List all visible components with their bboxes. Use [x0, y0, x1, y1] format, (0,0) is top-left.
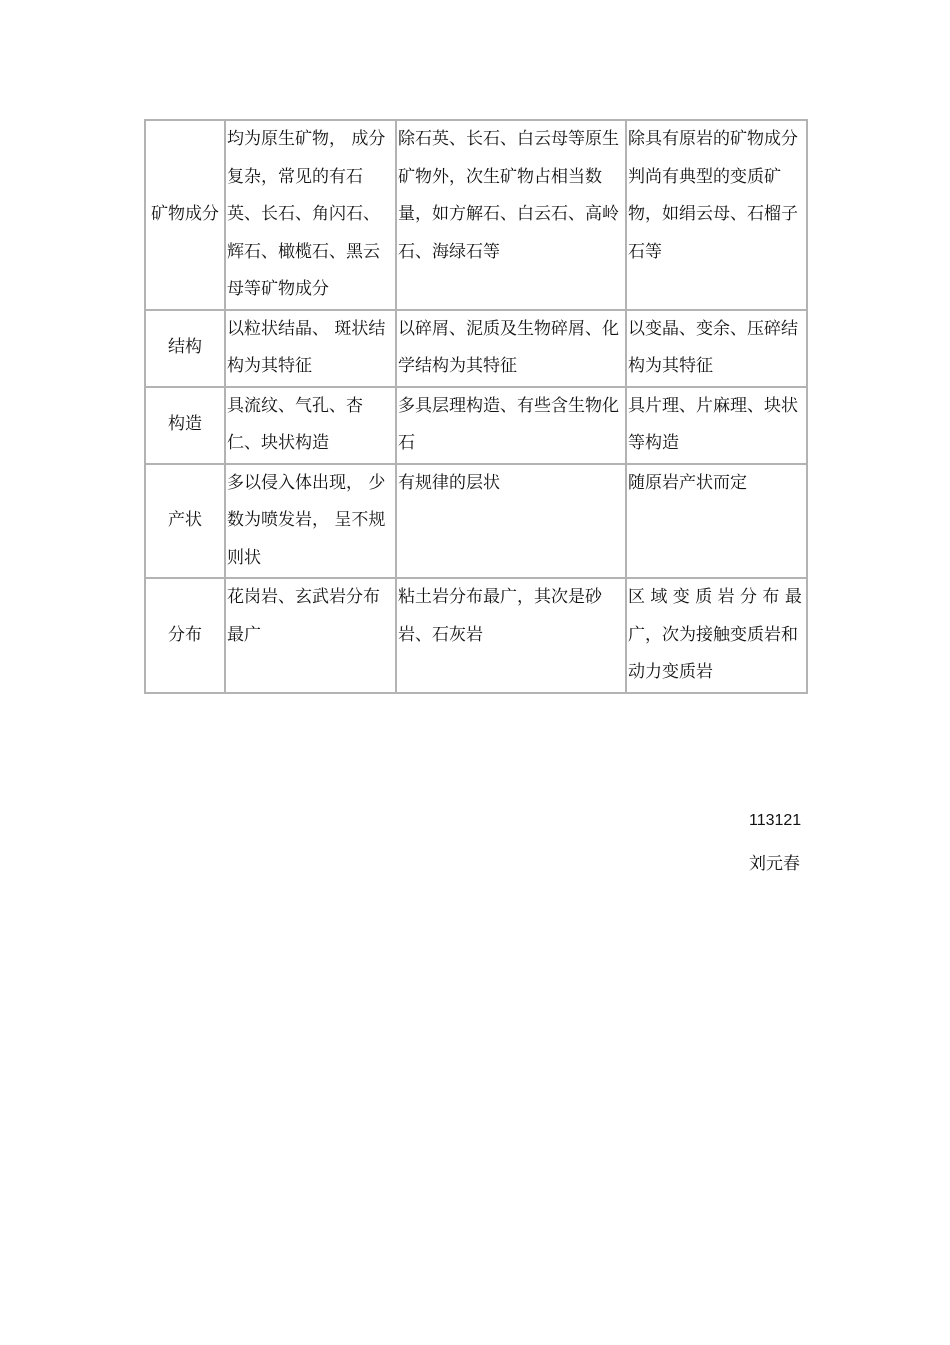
row-header-label: 产状: [168, 510, 202, 530]
table-cell: [626, 578, 807, 693]
table-cell: [626, 120, 807, 310]
cell-text: 除具有原岩的矿物成分判尚有典型的变质矿物，如绢云母、石榴子石等: [628, 129, 798, 262]
cell-text: 具流纹、气孔、杏仁、块状构造: [227, 395, 363, 453]
table-cell: [225, 464, 396, 579]
table-cell: [396, 310, 626, 387]
row-header: [145, 310, 225, 387]
row-header-label: 构造: [168, 414, 202, 435]
student-id: 113121: [749, 812, 802, 829]
cell-text: 随原岩产状而定: [628, 472, 747, 493]
table-row: [145, 310, 807, 387]
cell-text: 以碎屑、泥质及生物碎屑、化学结构为其特征: [398, 318, 619, 376]
cell-text: 区 域 变 质 岩 分 布 最广，次为接触变质岩和动力变质岩: [628, 587, 802, 682]
cell-text: 均为原生矿物， 成分复杂，常见的有石英、长石、角闪石、辉石、橄榄石、黑云母等矿物成分: [227, 129, 386, 299]
row-header-label: 矿物成分: [151, 204, 219, 224]
table-cell: [225, 120, 396, 310]
table-cell: [225, 578, 396, 693]
row-header-label: 分布: [168, 624, 202, 645]
cell-text: 有规律的层状: [398, 472, 500, 493]
cell-text: 以粒状结晶、 斑状结构为其特征: [227, 318, 386, 376]
table-cell: [626, 464, 807, 579]
row-header: [145, 387, 225, 464]
table-cell: [225, 310, 396, 387]
table-cell: [225, 387, 396, 464]
table-cell: [626, 310, 807, 387]
row-header: [145, 120, 225, 310]
table-cell: [396, 578, 626, 693]
table-row: [145, 578, 807, 693]
rock-comparison-table: [144, 119, 808, 694]
cell-text: 以变晶、变余、压碎结构为其特征: [628, 318, 798, 376]
table-cell: [626, 387, 807, 464]
table-cell: [396, 387, 626, 464]
table-cell: [396, 120, 626, 310]
row-header-label: 结构: [168, 337, 202, 358]
row-header: [145, 578, 225, 693]
cell-text: 除石英、长石、白云母等原生矿物外，次生矿物占相当数量，如方解石、白云石、高岭石、海绿石等: [398, 129, 619, 262]
cell-text: 多具层理构造、有些含生物化石: [398, 395, 619, 453]
table-row: [145, 464, 807, 579]
cell-text: 粘土岩分布最广，其次是砂岩、石灰岩: [398, 587, 602, 645]
cell-text: 具片理、片麻理、块状等构造: [628, 395, 798, 453]
cell-text: 花岗岩、玄武岩分布最广: [227, 587, 380, 645]
table-row: [145, 387, 807, 464]
table-row: [145, 120, 807, 310]
table-cell: [396, 464, 626, 579]
cell-text: 多以侵入体出现， 少数为喷发岩， 呈不规则状: [227, 472, 386, 568]
row-header: [145, 464, 225, 579]
author-name: 刘元春: [749, 854, 800, 874]
